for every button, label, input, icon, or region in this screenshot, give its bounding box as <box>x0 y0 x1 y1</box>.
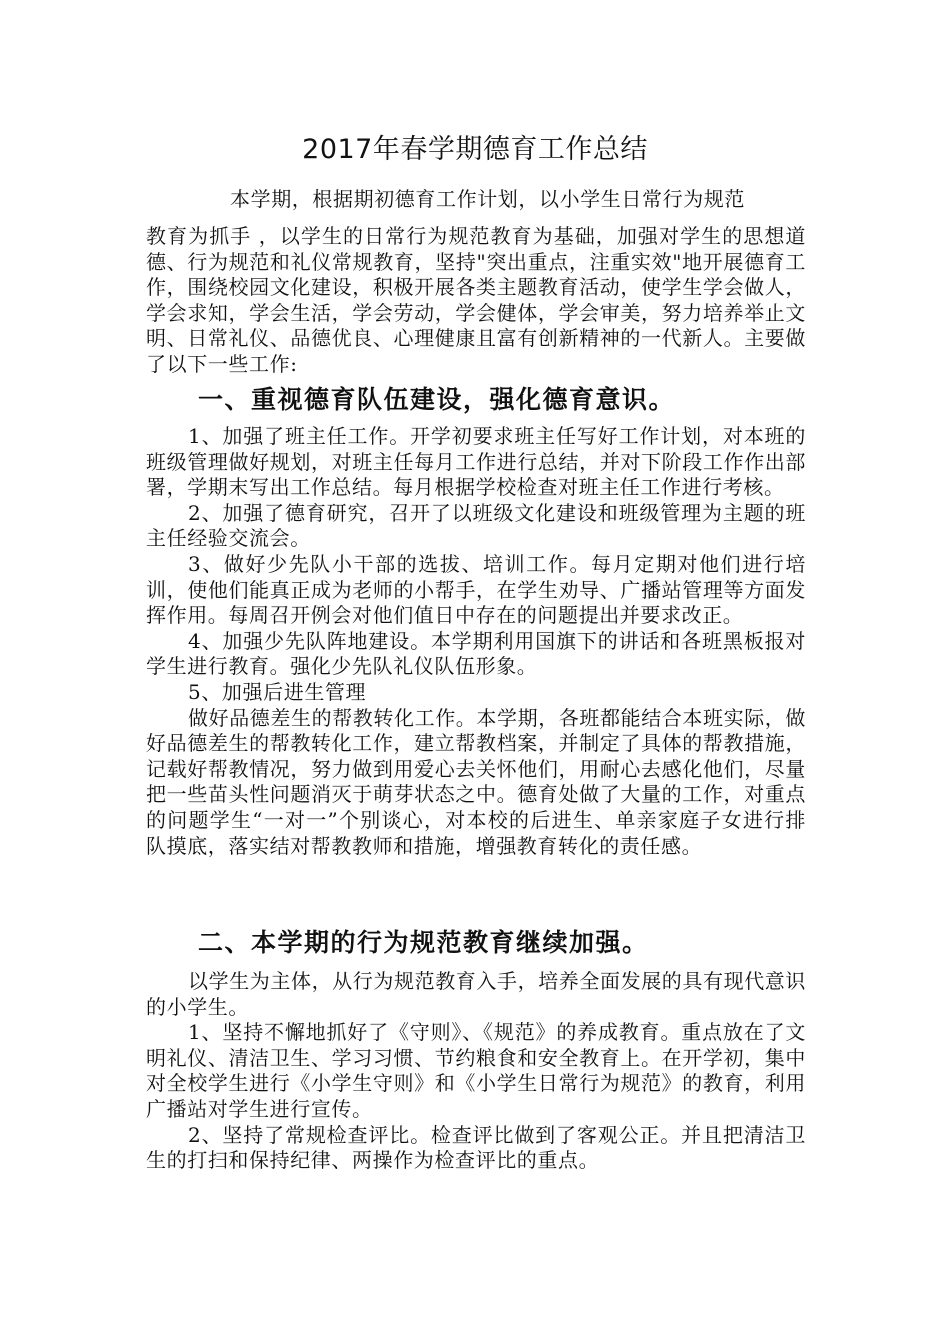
intro-paragraph <box>146 224 806 378</box>
section1-body <box>146 424 806 859</box>
section2-heading: 二、本学期的行为规范教育继续加强。 <box>198 928 649 957</box>
intro-first-line: 本学期，根据期初德育工作计划，以小学生日常行为规范 <box>230 187 745 211</box>
section2-body <box>146 969 806 1174</box>
section1-paragraph-1: 1、加强了班主任工作。开学初要求班主任写好工作计划，对本班的班级管理做好规划，对班主任每月工作进行总结，并对下阶段工作作出部署，学期末写出工作总结。每月根据学校检查对班主任工作进行考核。 <box>146 424 806 500</box>
intro-body: 教育为抓手 ，以学生的日常行为规范教育为基础，加强对学生的思想道德、行为规范和礼仪常规教育，坚持"突出重点，注重实效"地开展德育工作，围绕校园文化建设，积极开展各类主题教育活动，使学生学会做人，学会求知，学会生活，学会劳动，学会健体，学会审美，努力培养举止文明、日常礼仪、品德优良、心理健康且富有创新精神的一代新人。主要做了以下一些工作: <box>146 224 806 376</box>
section1-paragraph-4: 4、加强少先队阵地建设。本学期利用国旗下的讲话和各班黑板报对学生进行教育。强化少先队礼仪队伍形象。 <box>146 628 806 679</box>
section1-paragraph-6: 做好品德差生的帮教转化工作。本学期，各班都能结合本班实际，做好品德差生的帮教转化工作，建立帮教档案，并制定了具体的帮教措施，记载好帮教情况，努力做到用爱心去关怀他们，用耐心去感化他们，尽量把一些苗头性问题消灭于萌芽状态之中。德育处做了大量的工作，对重点的问题学生“一对一”个别谈心，对本校的后进生、单亲家庭子女进行排队摸底，落实结对帮教教师和措施，增强教育转化的责任感。 <box>146 705 806 858</box>
section2-paragraph-3: 2、坚持了常规检查评比。检查评比做到了客观公正。并且把清洁卫生的打扫和保持纪律、两操作为检查评比的重点。 <box>146 1122 806 1173</box>
section1-paragraph-3: 3、做好少先队小干部的选拔、培训工作。每月定期对他们进行培训，使他们能真正成为老师的小帮手，在学生劝导、广播站管理等方面发挥作用。每周召开例会对他们值日中存在的问题提出并要求改正。 <box>146 551 806 628</box>
section2-paragraph-1: 以学生为主体，从行为规范教育入手，培养全面发展的具有现代意识的小学生。 <box>146 969 806 1019</box>
section1-paragraph-5: 5、加强后进生管理 <box>188 679 367 704</box>
section2-paragraph-2: 1、坚持不懈地抓好了《守则》、《规范》的养成教育。重点放在了文明礼仪、清洁卫生、学习习惯、节约粮食和安全教育上。在开学初，集中对全校学生进行《小学生守则》和《小学生日常行为规范》的教育，利用广播站对学生进行宣传。 <box>146 1020 806 1121</box>
section1-paragraph-2: 2、加强了德育研究，召开了以班级文化建设和班级管理为主题的班主任经验交流会。 <box>146 500 806 551</box>
page-title: 2017年春学期德育工作总结 <box>302 134 648 165</box>
section1-heading: 一、重视德育队伍建设，强化德育意识。 <box>198 385 676 414</box>
